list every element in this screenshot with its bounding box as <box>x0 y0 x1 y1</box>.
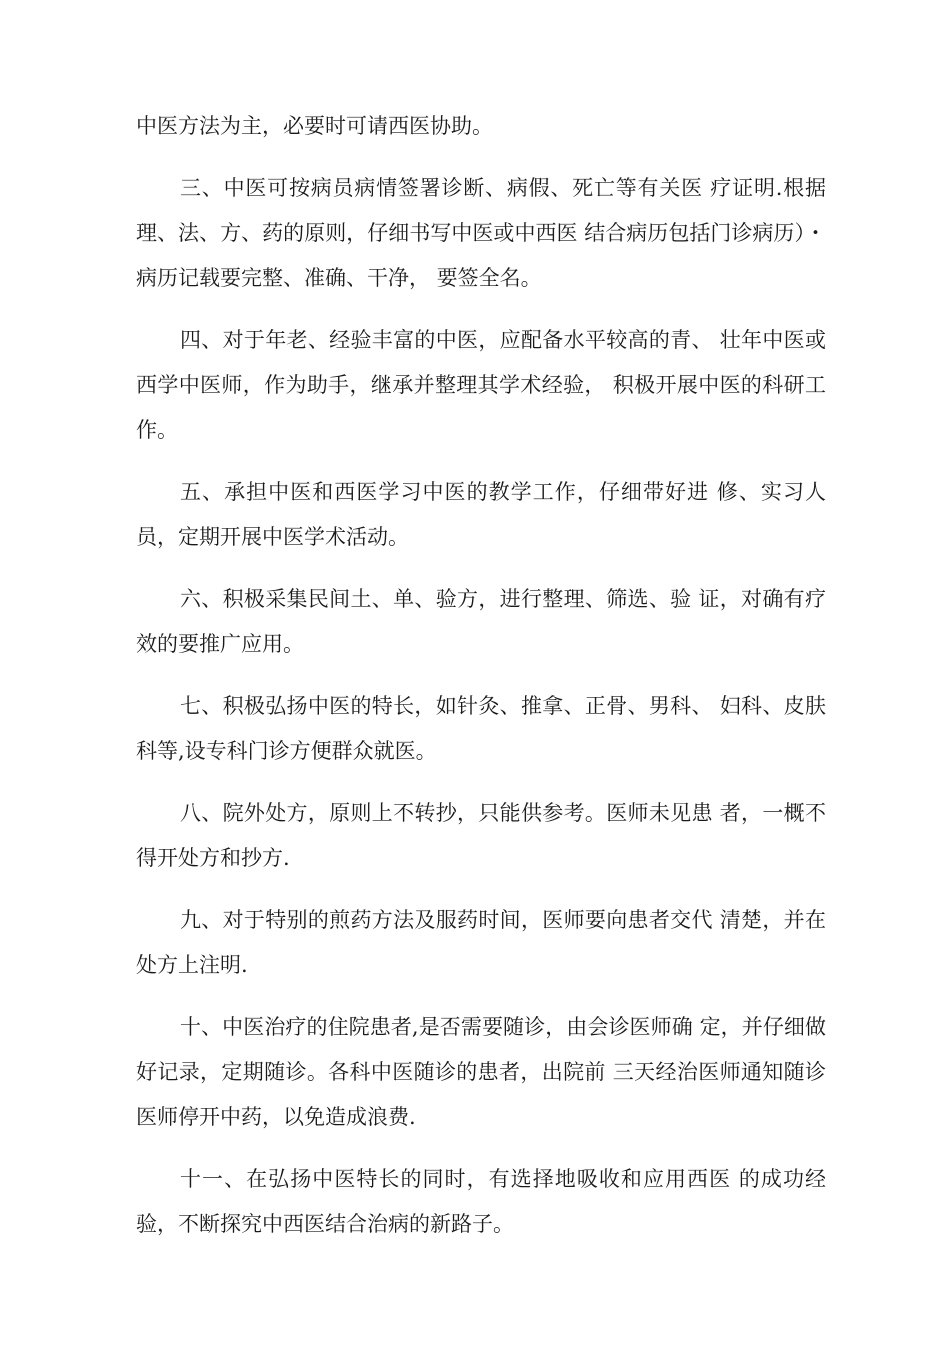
document-body <box>136 104 826 1264</box>
paragraph-article-10: 十、中医治疗的住院患者,是否需要随诊，由会诊医师确 定，并仔细做好记录，定期随诊。各科中医随诊的患者，出院前 三天经治医师通知随诊医师停开中药，以免造成浪费. <box>136 1015 826 1129</box>
paragraph-article-9: 九、对于特别的煎药方法及服药时间，医师要向患者交代 清楚，并在处方上注明. <box>136 908 826 977</box>
paragraph-article-4: 四、对于年老、经验丰富的中医，应配备水平较高的青、 壮年中医或西学中医师，作为助手，继承并整理其学术经验， 积极开展中医的科研工作。 <box>136 328 826 442</box>
paragraph-article-5: 五、承担中医和西医学习中医的教学工作，仔细带好进 修、实习人员，定期开展中医学术活动。 <box>136 480 826 549</box>
paragraph-article-6: 六、积极采集民间土、单、验方，进行整理、筛选、验 证，对确有疗效的要推广应用。 <box>136 587 826 656</box>
paragraph-article-3: 三、中医可按病员病情签署诊断、病假、死亡等有关医 疗证明.根据理、法、方、药的原则，仔细书写中医或中西医 结合病历包括门诊病历）・病历记载要完整、准确、干净， 要签全名。 <box>136 176 826 290</box>
paragraph-continuation: 中医方法为主，必要时可请西医协助。 <box>136 114 493 138</box>
paragraph-article-7: 七、积极弘扬中医的特长，如针灸、推拿、正骨、男科、 妇科、皮肤科等,设专科门诊方便群众就医。 <box>136 694 826 763</box>
paragraph-article-8: 八、院外处方，原则上不转抄，只能供参考。医师未见患 者，一概不得开处方和抄方. <box>136 801 826 870</box>
paragraph-article-11: 十一、在弘扬中医特长的同时，有选择地吸收和应用西医 的成功经验，不断探究中西医结合治病的新路子。 <box>136 1167 826 1236</box>
